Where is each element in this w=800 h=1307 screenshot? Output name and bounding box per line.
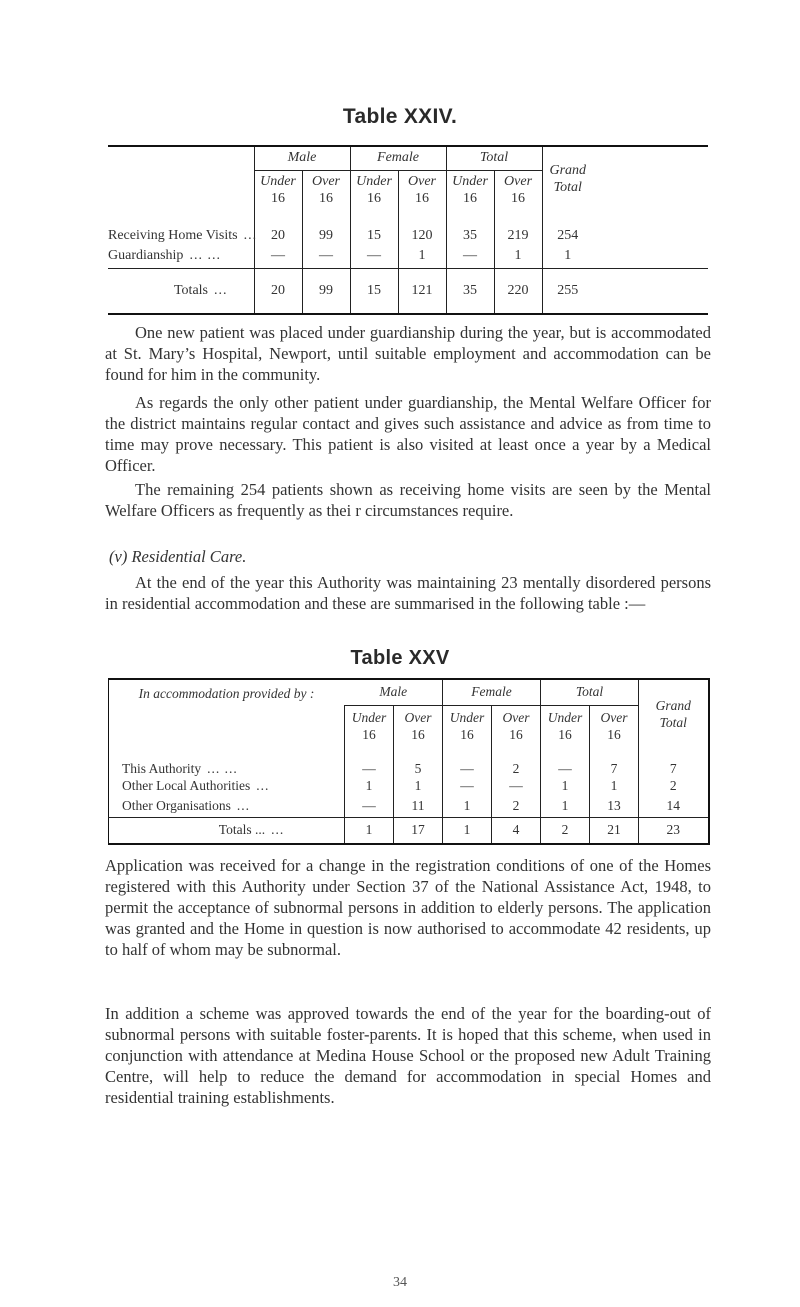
table-cell: —: [345, 795, 394, 817]
male-over-16-header: Over 16: [302, 170, 350, 210]
table-cell: 7: [639, 747, 709, 777]
table-cell: 1: [541, 777, 590, 795]
total-group-header: Total: [446, 146, 542, 170]
table-cell: 2: [492, 747, 541, 777]
totals-cell: 1: [443, 817, 492, 844]
grand-total-header: Grand Total: [639, 679, 709, 747]
table-cell: 1: [541, 795, 590, 817]
table-row-label: This Authority ... ...: [122, 761, 238, 776]
table-cell: —: [302, 244, 350, 268]
totals-row-label: Totals ... ...: [218, 822, 285, 838]
table-cell: 99: [302, 210, 350, 244]
table-cell: 15: [350, 210, 398, 244]
totals-cell: 17: [394, 817, 443, 844]
table-xxiv: [108, 145, 708, 315]
table-cell: 5: [394, 747, 443, 777]
female-under-16-header: Under 16: [443, 705, 492, 747]
table-cell: 120: [398, 210, 446, 244]
table-cell: 1: [398, 244, 446, 268]
table-xxiv-title: Table XXIV.: [342, 105, 458, 128]
male-group-header: Male: [254, 146, 350, 170]
totals-cell: 35: [446, 268, 494, 314]
male-group-header: Male: [345, 679, 443, 705]
table-cell: 2: [492, 795, 541, 817]
table-row-label: Other Organisations ...: [109, 795, 345, 817]
table-cell: 219: [494, 210, 542, 244]
table-cell: 254: [542, 210, 593, 244]
table-cell: 1: [345, 777, 394, 795]
table-cell: 1: [590, 777, 639, 795]
total-over-16-header: Over 16: [494, 170, 542, 210]
total-group-header: Total: [541, 679, 639, 705]
paragraph-guardianship-placement: One new patient was placed under guardianship during the year, but is accommodated at St. Mary’s Hospital, Newport, until suitable employment and accommodation can be found for him in the community.: [105, 323, 711, 384]
grand-total-header: Grand Total: [542, 146, 593, 210]
totals-cell: 15: [350, 268, 398, 314]
table-cell: —: [443, 747, 492, 777]
accommodation-header: In accommodation provided by :: [138, 686, 315, 701]
totals-cell: 99: [302, 268, 350, 314]
total-over-16-header: Over 16: [590, 705, 639, 747]
table-cell: 35: [446, 210, 494, 244]
totals-cell: 255: [542, 268, 593, 314]
totals-cell: 20: [254, 268, 302, 314]
table-cell: —: [254, 244, 302, 268]
table-cell: —: [443, 777, 492, 795]
totals-cell: 23: [639, 817, 709, 844]
table-cell: 1: [494, 244, 542, 268]
totals-cell: 21: [590, 817, 639, 844]
table-row-label: Receiving Home Visits ...: [108, 228, 258, 243]
table-row-label: Guardianship ... ...: [108, 244, 254, 268]
table-cell: 2: [639, 777, 709, 795]
table-xxv-title: Table XXV: [350, 647, 450, 669]
totals-cell: 121: [398, 268, 446, 314]
totals-row-label: Totals ...: [173, 282, 228, 298]
table-cell: —: [350, 244, 398, 268]
table-cell: —: [541, 747, 590, 777]
female-group-header: Female: [350, 146, 446, 170]
table-row-label: Other Local Authorities ...: [122, 778, 270, 793]
totals-cell: 220: [494, 268, 542, 314]
table-cell: 1: [542, 244, 593, 268]
table-cell: 1: [394, 777, 443, 795]
male-under-16-header: Under 16: [345, 705, 394, 747]
table-xxv: [108, 678, 710, 845]
table-cell: 1: [443, 795, 492, 817]
table-cell: 20: [254, 210, 302, 244]
paragraph-registration-change: Application was received for a change in the registration conditions of one of the Homes registered with this Authority under Section 37 of the National Assistance Act, 1948, to permit the acceptance of subnormal persons in addition to elderly persons. The application was granted and the Home in question is now authorised to accommodate 42 residents, up to half of whom may be subnormal.: [105, 856, 711, 959]
table-cell: 11: [394, 795, 443, 817]
paragraph-residential-care: At the end of the year this Authority was maintaining 23 mentally disordered persons in residential accommodation and these are summarised in the following table :—: [105, 573, 711, 613]
table-cell: —: [446, 244, 494, 268]
table-cell: 13: [590, 795, 639, 817]
totals-cell: 2: [541, 817, 590, 844]
totals-cell: 1: [345, 817, 394, 844]
total-under-16-header: Under 16: [541, 705, 590, 747]
female-over-16-header: Over 16: [398, 170, 446, 210]
paragraph-boarding-out: In addition a scheme was approved towards the end of the year for the boarding-out of subnormal persons with suitable foster-parents. It is hoped that this scheme, when used in conjunction with attendance at Medina House School or the proposed new Adult Training Centre, will help to reduce the demand for accommodation in special Homes and residential training establishments.: [105, 1004, 711, 1107]
male-over-16-header: Over 16: [394, 705, 443, 747]
page-number: 34: [393, 1275, 407, 1290]
paragraph-home-visits: The remaining 254 patients shown as receiving home visits are seen by the Mental Welfare Officers as frequently as thei r circumstances require.: [105, 480, 711, 520]
table-cell: 14: [639, 795, 709, 817]
female-under-16-header: Under 16: [350, 170, 398, 210]
table-cell: —: [492, 777, 541, 795]
paragraph-guardianship-visits: As regards the only other patient under guardianship, the Mental Welfare Officer for the district maintains regular contact and gives such assistance and advice as from time to time may prove necessary. This patient is also visited at least once a year by a Medical Officer.: [105, 393, 711, 475]
totals-cell: 4: [492, 817, 541, 844]
male-under-16-header: Under 16: [254, 170, 302, 210]
table-cell: 7: [590, 747, 639, 777]
table-cell: —: [345, 747, 394, 777]
total-under-16-header: Under 16: [446, 170, 494, 210]
female-over-16-header: Over 16: [492, 705, 541, 747]
section-heading: (v) Residential Care.: [109, 547, 247, 566]
female-group-header: Female: [443, 679, 541, 705]
